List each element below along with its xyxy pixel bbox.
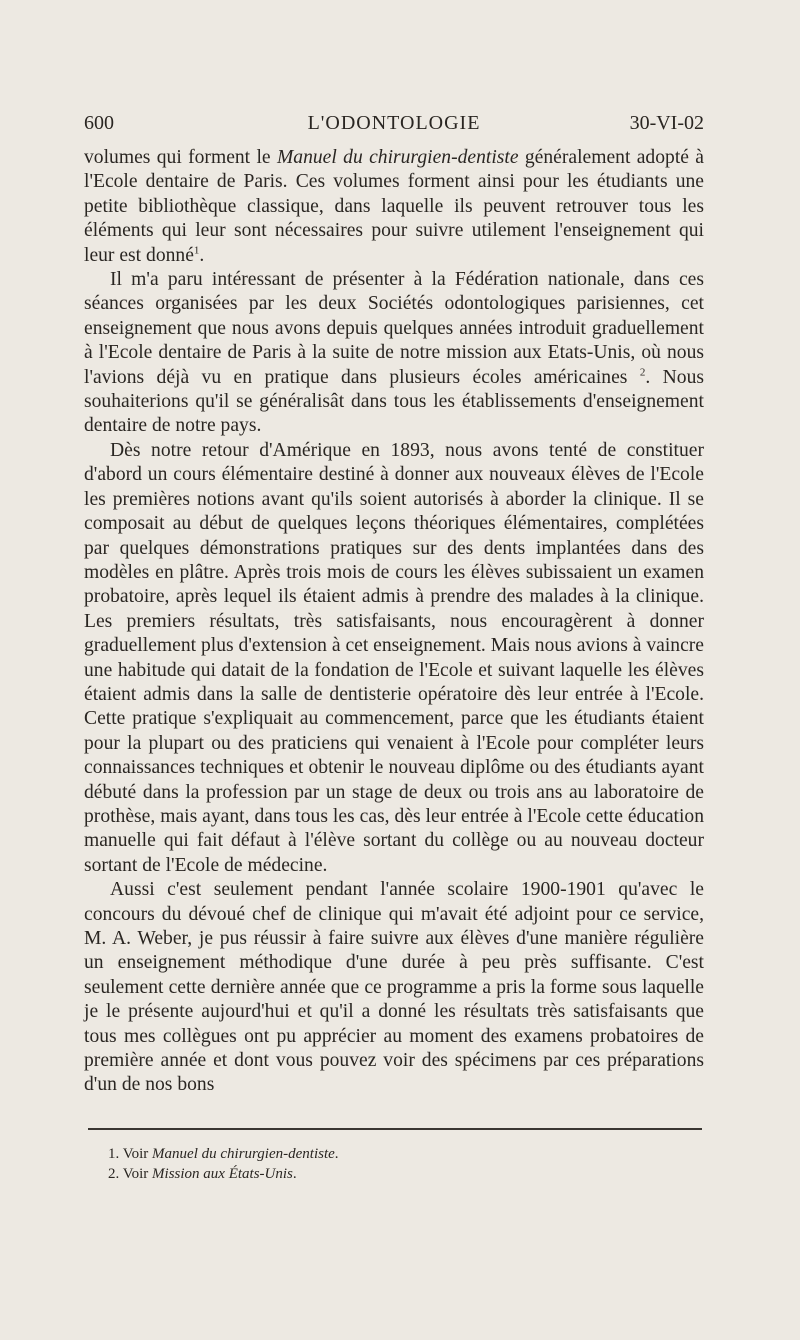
footnote-2-title: Mission aux États-Unis xyxy=(152,1166,293,1182)
paragraph-2-text-a: Il m'a paru intéressant de présenter à la Fédération nationale, dans ces séances organisées par les deux Sociétés odontologiques parisiennes, cet enseignement que nous avons depuis quelques années introduit graduellement à l'Ecole dentaire de Paris à la suite de notre mission aux Etats-Unis, où nous l'avions déjà vu en pratique dans plusieurs écoles américaines xyxy=(84,269,704,388)
running-header xyxy=(84,112,704,144)
footnote-2-number: 2. xyxy=(108,1166,120,1182)
paragraph-1-text-a: volumes qui forment le xyxy=(84,147,277,168)
paragraph-1-title-italic: Manuel du chirurgien-dentiste xyxy=(276,147,519,168)
footnote-1-end: . xyxy=(334,1146,339,1162)
paragraph-3: Dès notre retour d'Amérique en 1893, nous avons tenté de constituer d'abord un cours élémentaire destiné à donner aux nouveaux élèves de l'Ecole les premières notions avant qu'ils soient autorisés à aborder la clinique. Il se composait au début de quelques leçons théoriques élémentaires, complétées par quelques démonstrations pratiques sur des dents implantées dans des modèles en plâtre. Après trois mois de cours les élèves subissaient un examen probatoire, après lequel ils étaient admis à prendre des malades à la clinique. Les premiers résultats, très satisfaisants, nous encouragèrent à donner graduellement plus d'extension à cet enseignement. Mais nous avions à vaincre une habitude qui datait de la fondation de l'Ecole et suivant laquelle les élèves étaient admis dans la salle de dentisterie opératoire dès leur entrée à l'Ecole. Cette pratique s'expliquait au commencement, parce que les étudiants étaient pour la plupart ou des praticiens qui venaient à l'Ecole pour compléter leurs connaissances techniques et obtenir le nouveau diplôme ou des étudiants ayant débuté dans la profession par un stage de deux ou trois ans au laboratoire de prothèse, mais ayant, dans tous les cas, dès leur entrée à l'Ecole cette éducation manuelle qui fait défaut à l'élève sortant du collège ou au nouveau docteur sortant de l'Ecole de médecine. xyxy=(84,439,705,876)
paragraph-1-text-b: généralement adopté à l'Ecole dentaire de Paris. Ces volumes forment ainsi pour les étudiants une petite bibliothèque classique, dans laquelle ils peuvent retrouver tous les éléments qui leur sont nécessaires pour suivre utilement l'enseignement qui leur est donné xyxy=(84,147,704,266)
paragraph-2 xyxy=(84,268,704,439)
paragraph-2-text-b: . Nous souhaiterions qu'il se généralisât dans tous les établissements d'enseignement dentaire de notre pays. xyxy=(84,366,704,437)
body-text xyxy=(84,146,704,1098)
footnotes xyxy=(108,1144,688,1184)
footnote-divider xyxy=(88,1128,702,1130)
footnote-1 xyxy=(108,1144,688,1164)
footnote-2 xyxy=(108,1164,688,1184)
footnote-ref-2: 2 xyxy=(639,366,646,379)
footnote-1-number: 1. xyxy=(108,1146,120,1162)
footnote-ref-1: 1 xyxy=(193,244,200,257)
page-number: 600 xyxy=(84,112,114,134)
footnote-2-text: Voir xyxy=(122,1166,153,1182)
paragraph-1 xyxy=(84,146,704,268)
footnote-2-end: . xyxy=(292,1166,297,1182)
footnote-1-title: Manuel du chirurgien-dentiste xyxy=(152,1146,335,1162)
paragraph-4: Aussi c'est seulement pendant l'année scolaire 1900-1901 qu'avec le concours du dévoué chef de clinique qui m'avait été adjoint pour ce service, M. A. Weber, je pus réussir à faire suivre aux élèves d'une manière régulière un enseignement méthodique d'une durée à peu près suffisante. C'est seulement cette dernière année que ce programme a pris la forme sous laquelle je le présente aujourd'hui et qu'il a donné les résultats très satisfaisants que tous mes collègues ont pu apprécier au moment des examens probatoires de première année et dont vous pouvez voir des spécimens par ces préparations d'un de nos bons xyxy=(84,879,704,1096)
footnote-1-text: Voir xyxy=(122,1146,153,1162)
paragraph-1-text-c: . xyxy=(199,244,205,266)
issue-date: 30-VI-02 xyxy=(629,112,704,134)
journal-title: L'ODONTOLOGIE xyxy=(307,112,481,134)
